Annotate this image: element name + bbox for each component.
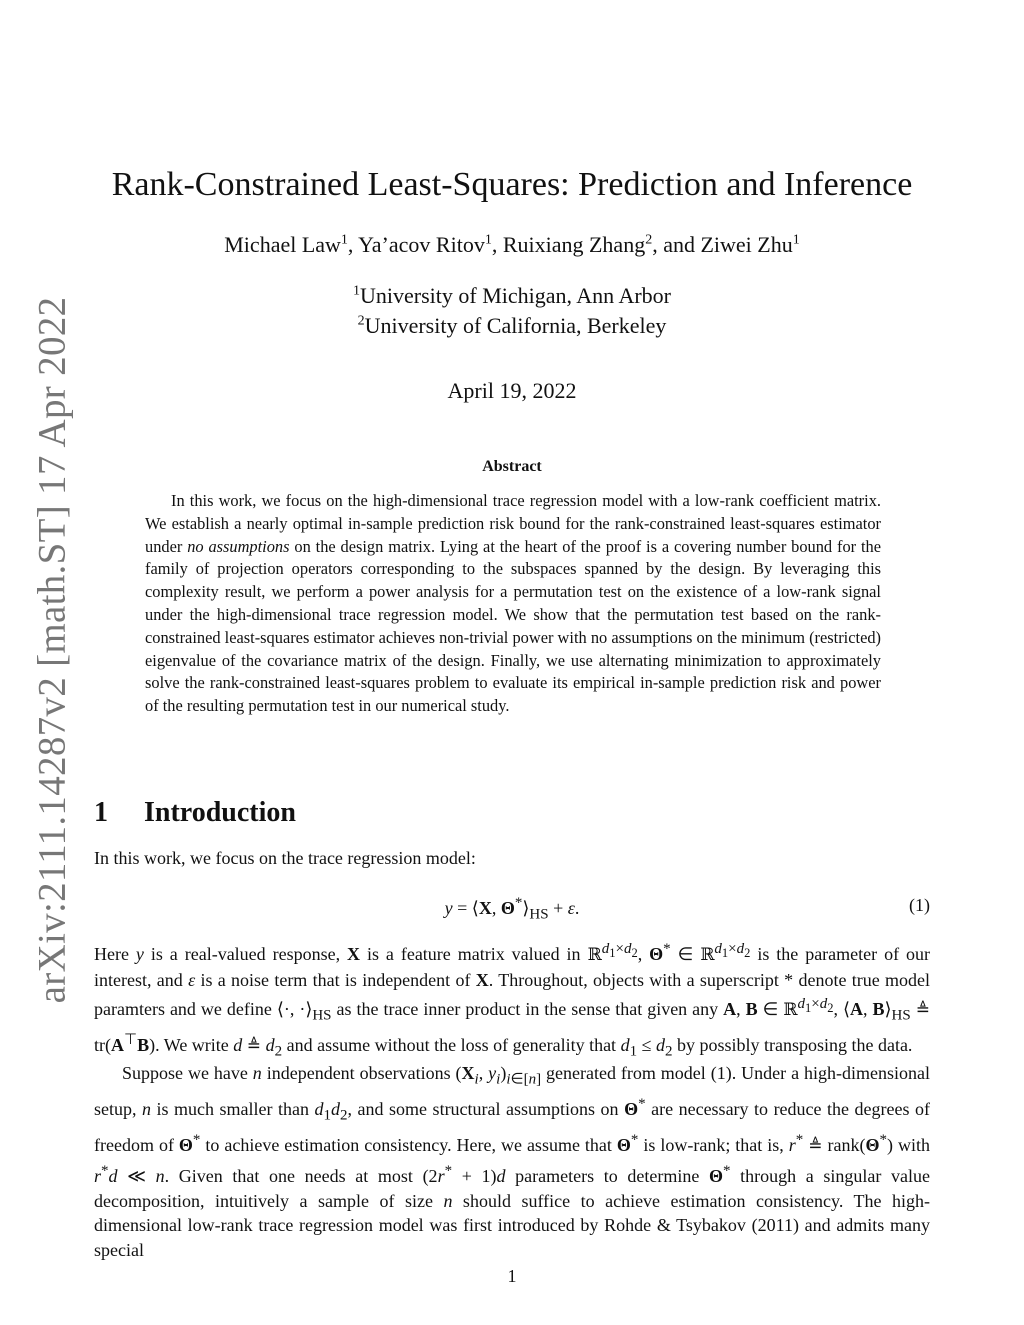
page-number: 1 xyxy=(507,1266,517,1286)
affiliation-line xyxy=(0,283,1024,309)
text-run: is a real-valued response, xyxy=(143,944,348,964)
text-run: independent observations xyxy=(261,1063,456,1083)
author-name: Ziwei Zhu xyxy=(700,232,793,257)
abstract-heading: Abstract xyxy=(482,458,542,475)
text-run: Suppose we have xyxy=(122,1063,253,1083)
intro-paragraph-3: Suppose we have n independent observations ($X_i$, $y_i)_{i\in[n]}$ generated from model (1). Under a high-dimensional setup, n is much smaller than $d_1d_2$, and some structural assumptions on Θ* are necessary to reduce the degrees of freedom of Θ* to achieve estimation consistency. Here, we assume that Θ* is low-rank; that is, r* ≜ rank(Θ*) with r*d ≪ n. Given that one needs at most (2r* + 1)d parameters to determine Θ* through a singular value decomposition, intuitively a sample of size n should suffice to achieve estimation consistency. The high-dimensional low-rank trace regression model was first introduced by Rohde & Tsybakov (2011) and admits many special xyxy=(94,1063,931,1260)
abstract-text xyxy=(145,490,881,718)
text-run: is the parameter of our interest, and xyxy=(94,944,930,990)
paper-title: Rank-Constrained Least-Squares: Prediction and Inference xyxy=(111,166,913,203)
text-run: . Throughout, objects with a superscript * denote true model paramters and we define xyxy=(94,969,930,1020)
arxiv-identifier-stamp: arXiv:2111.14287v2 [math.ST] 17 Apr 2022 xyxy=(30,296,74,1004)
text-run: generated from model (1). Under a high-dimensional setup, xyxy=(94,1063,930,1120)
equation-1 xyxy=(94,895,930,921)
author-separator: , xyxy=(491,232,503,257)
abstract-text-part: In this work, we focus on the high-dimensional trace regression model with a low-rank coefficient matrix. We establish a nearly optimal in-sample prediction risk bound for the rank-constrained least-squares estimator under xyxy=(145,491,881,556)
author-name: Ruixiang Zhang xyxy=(502,232,646,257)
text-run: through a singular value decomposition, intuitively a sample of size xyxy=(94,1165,930,1211)
affiliation-mark: 2 xyxy=(357,313,365,329)
author-list xyxy=(0,232,1024,258)
section-title: Introduction xyxy=(144,797,296,828)
affiliation-mark: 1 xyxy=(352,283,360,299)
text-run: parameters to determine xyxy=(505,1165,709,1186)
text-run: to achieve estimation consistency. Here, we assume that xyxy=(200,1135,617,1156)
text-run: by possibly transposing the data. xyxy=(672,1035,913,1056)
equation-body: y = ⟨X, $\Theta^*⟩_{HS} + \varepsilon$. xyxy=(444,895,580,923)
text-run: is low-rank; that is, xyxy=(638,1135,789,1156)
text-run: is much smaller than xyxy=(151,1099,315,1120)
text-run: . Given that one needs at most xyxy=(164,1165,423,1186)
affiliation-name: University of Michigan, Ann Arbor xyxy=(359,283,672,308)
text-run: Here xyxy=(94,944,136,964)
author-separator: , xyxy=(347,232,359,257)
author-name: Ya’acov Ritov xyxy=(358,232,485,257)
text-run: and assume without the loss of generality that xyxy=(282,1035,621,1056)
text-run: , and some structural assumptions on xyxy=(347,1099,625,1120)
intro-sentence: In this work, we focus on the trace regression model: xyxy=(94,848,476,868)
text-run: . We write xyxy=(155,1035,234,1056)
abstract-text-part: on the design matrix. Lying at the heart of the proof is a covering number bound for the family of projection operators corresponding to the subspaces spanned by the design. By leveraging this complexity result, we perform a power analysis for a permutation test on the existence of a low-rank signal under the high-dimensional trace regression model. We show that the permutation test based on the rank-constrained least-squares estimator achieves non-trivial power with no assumptions on the minimum (restricted) eigenvalue of the covariance matrix of the design. Finally, we use alternating minimization to approximately solve the rank-constrained least-squares problem to evaluate its empirical in-sample prediction risk and power of the resulting permutation test in our numerical study. xyxy=(145,536,881,716)
section-number: 1 xyxy=(94,797,108,828)
abstract-emphasis: no assumptions xyxy=(187,536,290,556)
affiliation-name: University of California, Berkeley xyxy=(364,313,667,338)
author-name: Michael Law xyxy=(224,232,341,257)
text-run: as the trace inner product in the sense that given any xyxy=(331,999,724,1020)
equation-number: (1) xyxy=(909,895,930,915)
author-affil-mark: 1 xyxy=(340,232,348,248)
author-affil-mark: 1 xyxy=(484,232,492,248)
publication-date: April 19, 2022 xyxy=(447,378,577,403)
author-affil-mark: 2 xyxy=(645,232,653,248)
text-run: is a feature matrix valued in xyxy=(360,944,588,964)
section-heading xyxy=(94,797,296,829)
affiliation-line xyxy=(0,313,1024,339)
author-separator: , and xyxy=(652,232,701,257)
text-run: is a noise term that is independent of xyxy=(195,969,476,990)
text-run: should suffice to achieve estimation consistency. The high-dimensional low-rank trace regression model was first introduced by Rohde & Tsybakov (2011) and admits many special xyxy=(94,1190,930,1260)
text-run: are necessary to reduce the degrees of freedom of xyxy=(94,1099,931,1156)
author-affil-mark: 1 xyxy=(792,232,800,248)
intro-paragraph-2: Here y is a real-valued response, X is a feature matrix valued in ℝ$^{d_1\times d_2}$, Θ* ∈ ℝ$^{d_1\times d_2}$ is the parameter of our interest, and ε is a noise term that is independent of X. Throughout, objects with a superscript * denote true model paramters and we define ⟨·, $\cdot⟩_{HS}$ as the trace inner product in the sense that given any A, B ∈ ℝ$^{d_1\times d_2}$, ⟨A, $B⟩_{HS}$ ≜ tr(A⊤B). We write d ≜ $d_2$ and assume without the loss of generality that $d_1 \le d_2$ by possibly transposing the data. xyxy=(94,941,931,1060)
